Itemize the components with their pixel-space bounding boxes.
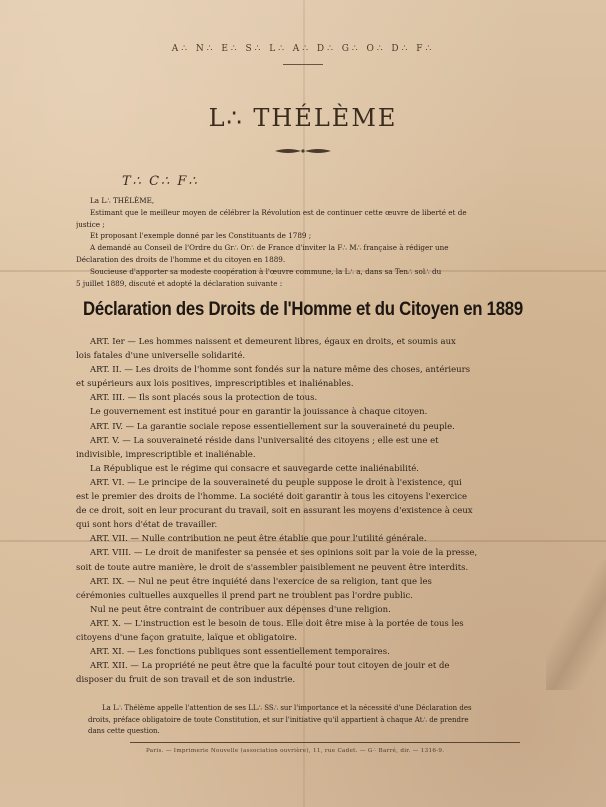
ornament-divider — [0, 146, 606, 159]
lodge-header: A∴ N∴ E∴ S∴ L∴ A∴ D∴ G∴ O∴ D∴ F∴ — [171, 44, 435, 54]
ornament-icon — [273, 146, 333, 156]
article-line: ART. VIII. — Le droit de manifester sa pensée et ses opinions soit par la voie de la presse, — [90, 548, 478, 559]
article-line: ART. III. — Ils sont placés sous la protection de tous. — [90, 393, 318, 404]
intro-text — [76, 195, 526, 289]
article-line: ART. X. — L'instruction est le besoin de tous. Elle doit être mise à la portée de tous les — [90, 618, 464, 629]
article-line: ART. XII. — La propriété ne peut être que la faculté pour tout citoyen de jouir et de — [90, 661, 450, 672]
article-line: disposer du fruit de son travail et de son industrie. — [76, 675, 296, 686]
article-line: lois fatales d'une universelle solidarité. — [76, 351, 246, 362]
footer-line: droits, préface obligatoire de toute Constitution, et sur l'initiative qu'il appartient à chaque At∴ de prendre — [88, 715, 469, 724]
article-line: qui sont hors d'état de travailler. — [76, 520, 218, 531]
article-line: et supérieurs aux lois positives, imprescriptibles et inaliénables. — [76, 379, 354, 390]
footer-line: La L∴ Thélème appelle l'attention de ses LL∴ SS∴ sur l'importance et la nécessité d'une Déclaration des — [102, 704, 472, 712]
article-line: ART. IX. — Nul ne peut être inquiété dans l'exercice de sa religion, tant que les — [90, 576, 432, 587]
article-line: soit de toute autre manière, le droit de s'assembler paisiblement ne peuvent être interdits. — [76, 562, 469, 573]
declaration-title: Déclaration des Droits de l'Homme et du Citoyen en 1889 — [83, 298, 523, 320]
salutation: T∴ C∴ F∴ — [122, 174, 199, 189]
footer-rule — [130, 742, 520, 743]
article-line: ART. V. — La souveraineté réside dans l'universalité des citoyens ; elle est une et — [90, 435, 439, 446]
intro-line: Soucieuse d'apporter sa modeste coopération à l'œuvre commune, la L∴ a, dans sa Ten∴ sol∴ du — [90, 266, 442, 276]
article-line: Nul ne peut être contraint de contribuer aux dépenses d'une religion. — [90, 604, 391, 615]
article-line: indivisible, imprescriptible et inaliénable. — [76, 449, 256, 460]
footer-line: dans cette question. — [88, 727, 160, 735]
article-line: citoyens d'une façon gratuite, laïque et obligatoire. — [76, 632, 297, 643]
article-line: ART. VI. — Le principe de la souveraineté du peuple suppose le droit à l'existence, qui — [90, 477, 462, 488]
article-line: Le gouvernement est institué pour en garantir la jouissance à chaque citoyen. — [90, 407, 428, 418]
header-rule — [283, 64, 323, 65]
footer-note — [88, 703, 528, 738]
paper-tear — [546, 560, 606, 690]
article-line: ART. Ier — Les hommes naissent et demeurent libres, égaux en droits, et soumis aux — [90, 337, 456, 347]
article-line: ART. XI. — Les fonctions publiques sont essentiellement temporaires. — [90, 647, 390, 658]
article-line: ART. II. — Les droits de l'homme sont fondés sur la nature même des choses, antérieurs — [90, 365, 471, 376]
intro-line: 5 juillet 1889, discuté et adopté la déclaration suivante : — [76, 278, 283, 288]
article-line: cérémonies cultuelles auxquelles il prend part ne troublent pas l'ordre public. — [76, 590, 413, 601]
intro-line: A demandé au Conseil de l'Ordre du Gr∴ Or∴ de France d'inviter la F∴ M∴ française à rédiger une — [90, 243, 449, 253]
articles-list — [76, 335, 526, 687]
article-line: est le premier des droits de l'homme. La société doit garantir à tous les citoyens l'exercice — [76, 492, 468, 503]
intro-line: Déclaration des droits de l'homme et du citoyen en 1889. — [76, 254, 286, 264]
intro-line: Et proposant l'exemple donné par les Constituants de 1789 ; — [90, 231, 312, 241]
page-title: L∴ THÉLÈME — [208, 104, 398, 132]
article-line: ART. VII. — Nulle contribution ne peut être établie que pour l'utilité générale. — [90, 534, 427, 545]
article-line: de ce droit, soit en leur procurant du travail, soit en assurant les moyens d'existence à ceux — [76, 506, 473, 517]
intro-line: La L∴ THÉLÈME, — [90, 196, 155, 205]
intro-line: justice ; — [76, 219, 105, 229]
article-line: ART. IV. — La garantie sociale repose essentiellement sur la souveraineté du peuple. — [90, 421, 455, 432]
printer-imprint: Paris. — Imprimerie Nouvelle (association ouvrière), 11, rue Cadet. — G∴ Barré, dir. — 1316-9. — [146, 748, 445, 754]
intro-line: Estimant que le meilleur moyen de célébrer la Révolution est de continuer cette œuvre de liberté et de — [90, 207, 467, 217]
article-line: La République est le régime qui consacre et sauvegarde cette inaliénabilité. — [90, 463, 419, 474]
